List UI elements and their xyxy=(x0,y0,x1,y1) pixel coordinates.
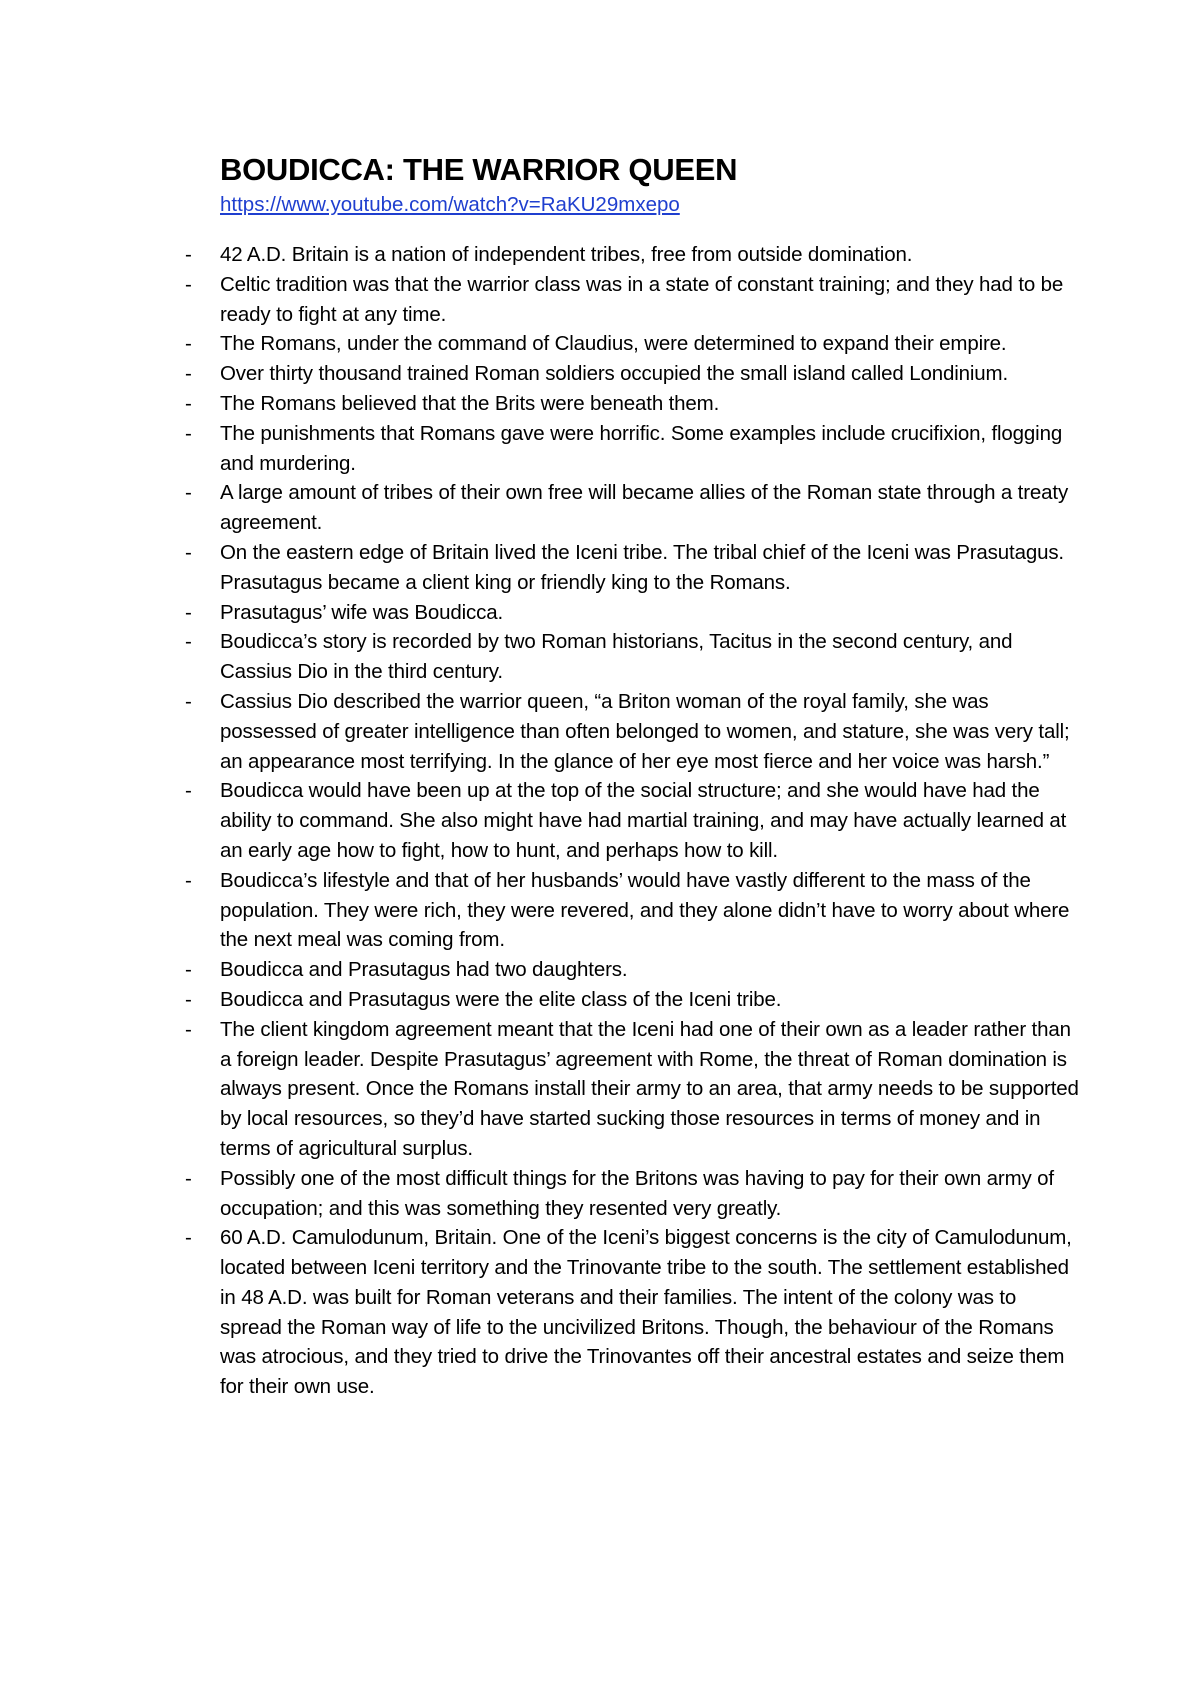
list-item-text: 42 A.D. Britain is a nation of independent tribes, free from outside domination. xyxy=(220,243,913,266)
youtube-link[interactable]: https://www.youtube.com/watch?v=RaKU29mxepo xyxy=(220,193,680,216)
dash-bullet-marker: - xyxy=(185,987,192,1011)
dash-bullet-marker: - xyxy=(185,689,192,713)
list-item xyxy=(185,866,1080,955)
dash-bullet-marker: - xyxy=(185,332,192,356)
list-item xyxy=(185,329,1080,359)
list-item xyxy=(185,419,1080,479)
dash-bullet-marker: - xyxy=(185,1017,192,1041)
dash-bullet-marker: - xyxy=(185,362,192,386)
list-item-text: Boudicca and Prasutagus had two daughters. xyxy=(220,958,628,982)
list-item-text: 60 A.D. Camulodunum, Britain. One of the Iceni’s biggest concerns is the city of Camulodunum, located between Iceni territory and the Trinovante tribe to the south. The settlement established in 48 A.D. was built for Roman veterans and their families. The intent of the colony was to spread the Roman way of life to the uncivilized Britons. Though, the behaviour of the Romans was atrocious, and they tried to drive the Trinovantes off their ancestral estates and seize them for their own use. xyxy=(220,1226,1072,1399)
list-item xyxy=(185,1015,1080,1164)
list-item xyxy=(185,598,1080,628)
dash-bullet-marker: - xyxy=(185,779,192,803)
list-item xyxy=(185,538,1080,598)
list-item-text: Possibly one of the most difficult things for the Britons was having to pay for their own army of occupation; and this was something they resented very greatly. xyxy=(220,1166,1054,1220)
list-item-text: Boudicca’s lifestyle and that of her husbands’ would have vastly different to the mass of the population. They were rich, they were revered, and they alone didn’t have to worry about where the next meal was coming from. xyxy=(220,868,1070,952)
list-item-text: Prasutagus’ wife was Boudicca. xyxy=(220,600,504,624)
dash-bullet-marker: - xyxy=(185,481,192,505)
list-item-text: Over thirty thousand trained Roman soldiers occupied the small island called Londinium. xyxy=(220,362,1009,386)
list-item-text: The Romans believed that the Brits were beneath them. xyxy=(220,391,720,415)
list-item xyxy=(185,240,1080,270)
list-item-text: A large amount of tribes of their own free will became allies of the Roman state through a treaty agreement. xyxy=(220,481,1069,535)
list-item xyxy=(185,985,1080,1015)
list-item-text: Celtic tradition was that the warrior class was in a state of constant training; and they had to be ready to fight at any time. xyxy=(220,272,1064,326)
list-item-text: Cassius Dio described the warrior queen, “a Briton woman of the royal family, she was possessed of greater intelligence than often belonged to women, and stature, she was very tall; an appearance most terrifying. In the glance of her eye most fierce and her voice was harsh.” xyxy=(220,689,1070,773)
list-item xyxy=(185,270,1080,330)
bullet-list xyxy=(185,240,1080,1402)
dash-bullet-marker: - xyxy=(185,1226,192,1250)
list-item xyxy=(185,687,1080,776)
dash-bullet-marker: - xyxy=(185,600,192,624)
document-title: BOUDICCA: THE WARRIOR QUEEN xyxy=(220,152,738,187)
list-item xyxy=(185,478,1080,538)
list-item xyxy=(185,389,1080,419)
dash-bullet-marker: - xyxy=(185,421,192,445)
list-item xyxy=(185,359,1080,389)
list-item-text: On the eastern edge of Britain lived the Iceni tribe. The tribal chief of the Iceni was Prasutagus. Prasutagus became a client king or friendly king to the Romans. xyxy=(220,540,1064,594)
dash-bullet-marker: - xyxy=(185,272,192,296)
dash-bullet-marker: - xyxy=(185,391,192,415)
dash-bullet-marker: - xyxy=(185,243,192,266)
list-item xyxy=(185,627,1080,687)
dash-bullet-marker: - xyxy=(185,540,192,564)
list-item-text: Boudicca and Prasutagus were the elite class of the Iceni tribe. xyxy=(220,987,782,1011)
document-body xyxy=(185,152,1080,1402)
dash-bullet-marker: - xyxy=(185,1166,192,1190)
list-item xyxy=(185,776,1080,865)
dash-bullet-marker: - xyxy=(185,868,192,892)
list-item-text: The Romans, under the command of Claudius, were determined to expand their empire. xyxy=(220,332,1007,356)
list-item-text: The punishments that Romans gave were horrific. Some examples include crucifixion, flogging and murdering. xyxy=(220,421,1063,475)
list-item-text: The client kingdom agreement meant that the Iceni had one of their own as a leader rather than a foreign leader. Despite Prasutagus’ agreement with Rome, the threat of Roman domination is always present. Once the Romans install their army to an area, that army needs to be supported by local resources, so they’d have started sucking those resources in terms of money and in terms of agricultural surplus. xyxy=(220,1017,1079,1160)
list-item xyxy=(185,955,1080,985)
dash-bullet-marker: - xyxy=(185,630,192,654)
list-item-text: Boudicca’s story is recorded by two Roman historians, Tacitus in the second century, and Cassius Dio in the third century. xyxy=(220,630,1013,684)
list-item xyxy=(185,1164,1080,1224)
list-item xyxy=(185,1223,1080,1402)
list-item-text: Boudicca would have been up at the top of the social structure; and she would have had the ability to command. She also might have had martial training, and may have actually learned at an early age how to fight, how to hunt, and perhaps how to kill. xyxy=(220,779,1067,862)
dash-bullet-marker: - xyxy=(185,958,192,982)
